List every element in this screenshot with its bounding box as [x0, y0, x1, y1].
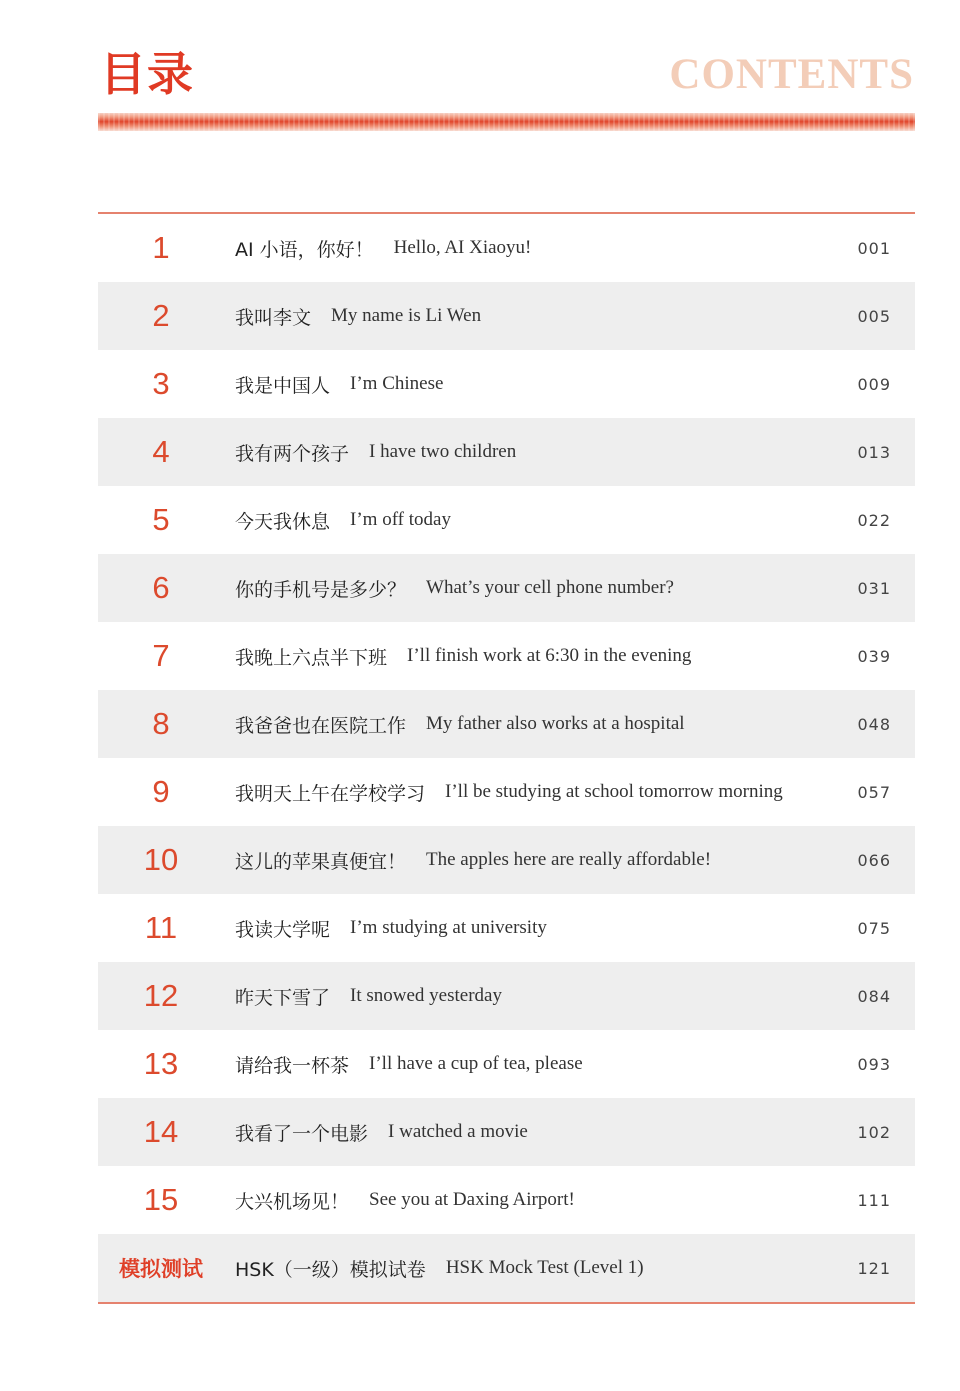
chapter-title-english: I’ll have a cup of tea, please [369, 1053, 583, 1074]
page-number: 066 [857, 850, 891, 870]
chapter-number: 1 [152, 230, 170, 265]
toc-row [98, 486, 915, 554]
page-number: 001 [857, 238, 891, 258]
page-number: 102 [857, 1122, 891, 1142]
chapter-title-chinese: 你的手机号是多少？ [235, 578, 407, 601]
chapter-number: 14 [143, 1114, 179, 1149]
mock-test-title-chinese: HSK（一级）模拟试卷 [235, 1258, 426, 1281]
page-number: 121 [857, 1258, 891, 1278]
page-title-english: CONTENTS [669, 51, 914, 98]
toc-row [98, 1030, 915, 1098]
chapter-number: 7 [152, 638, 170, 673]
chapter-title-english: I have two children [369, 441, 517, 462]
header-decorative-band [98, 113, 915, 131]
chapter-number: 3 [152, 366, 170, 401]
page-number: 039 [857, 646, 891, 666]
page-number: 013 [857, 442, 891, 462]
toc-row [98, 418, 915, 486]
toc-row [98, 622, 915, 690]
toc-row [98, 350, 915, 418]
page-number: 048 [857, 714, 891, 734]
chapter-title-chinese: 这儿的苹果真便宜！ [235, 850, 407, 873]
page-number: 075 [857, 918, 891, 938]
toc-row [98, 690, 915, 758]
toc-row [98, 1098, 915, 1166]
chapter-title-chinese: 我叫李文 [235, 306, 312, 329]
page-title-chinese: 目录 [100, 47, 194, 101]
chapter-number: 15 [143, 1182, 179, 1217]
chapter-title-chinese: AI 小语，你好！ [235, 238, 374, 261]
chapter-number: 2 [152, 298, 170, 333]
page-number: 009 [857, 374, 891, 394]
page-number: 057 [857, 782, 891, 802]
chapter-title-chinese: 我明天上午在学校学习 [235, 782, 426, 805]
toc-row [98, 282, 915, 350]
chapter-number: 8 [152, 706, 170, 741]
chapter-title-chinese: 我读大学呢 [235, 918, 331, 941]
toc-row [98, 758, 915, 826]
toc-row [98, 214, 915, 282]
chapter-number: 13 [143, 1046, 179, 1081]
chapter-title-chinese: 我看了一个电影 [235, 1122, 369, 1145]
chapter-number: 10 [143, 842, 179, 877]
chapter-title-english: See you at Daxing Airport! [369, 1189, 575, 1210]
mock-test-label: 模拟测试 [119, 1257, 203, 1281]
chapter-title-chinese: 请给我一杯茶 [235, 1054, 350, 1077]
table-of-contents [98, 214, 915, 1302]
chapter-title-chinese: 大兴机场见！ [235, 1190, 350, 1213]
chapter-title-english: My name is Li Wen [331, 305, 482, 326]
chapter-number: 4 [152, 434, 170, 469]
chapter-title-chinese: 我是中国人 [235, 374, 331, 397]
page-number: 111 [857, 1190, 891, 1210]
chapter-title-english: I’ll be studying at school tomorrow morning [445, 781, 783, 802]
toc-row [98, 1166, 915, 1234]
chapter-number: 9 [152, 774, 170, 809]
toc-row-mock-test [98, 1234, 915, 1302]
chapter-title-chinese: 昨天下雪了 [235, 986, 331, 1009]
toc-row [98, 962, 915, 1030]
toc-row [98, 826, 915, 894]
chapter-title-english: I’m off today [350, 509, 451, 530]
chapter-title-english: I’m Chinese [350, 373, 444, 394]
mock-test-title-english: HSK Mock Test (Level 1) [445, 1257, 644, 1278]
chapter-title-english: Hello, AI Xiaoyu! [393, 237, 532, 258]
chapter-title-english: What’s your cell phone number? [426, 577, 674, 598]
page-number: 005 [857, 306, 891, 326]
chapter-number: 6 [152, 570, 170, 605]
chapter-title-english: The apples here are really affordable! [426, 849, 712, 870]
page-number: 093 [857, 1054, 891, 1074]
page-number: 022 [857, 510, 891, 530]
toc-row [98, 894, 915, 962]
page-number: 031 [857, 578, 891, 598]
chapter-title-chinese: 我有两个孩子 [235, 442, 350, 465]
chapter-title-english: It snowed yesterday [350, 985, 502, 1006]
page-number: 084 [857, 986, 891, 1006]
chapter-title-chinese: 我爸爸也在医院工作 [235, 714, 407, 737]
chapter-title-english: I’m studying at university [350, 917, 547, 938]
chapter-title-chinese: 今天我休息 [235, 510, 331, 533]
chapter-title-english: I’ll finish work at 6:30 in the evening [407, 645, 692, 666]
chapter-number: 12 [143, 978, 179, 1013]
chapter-title-english: My father also works at a hospital [426, 713, 685, 734]
toc-row [98, 554, 915, 622]
chapter-number: 11 [144, 910, 178, 945]
chapter-title-chinese: 我晚上六点半下班 [235, 646, 388, 669]
toc-bottom-rule [98, 1302, 915, 1304]
chapter-title-english: I watched a movie [388, 1121, 528, 1142]
chapter-number: 5 [152, 502, 170, 537]
